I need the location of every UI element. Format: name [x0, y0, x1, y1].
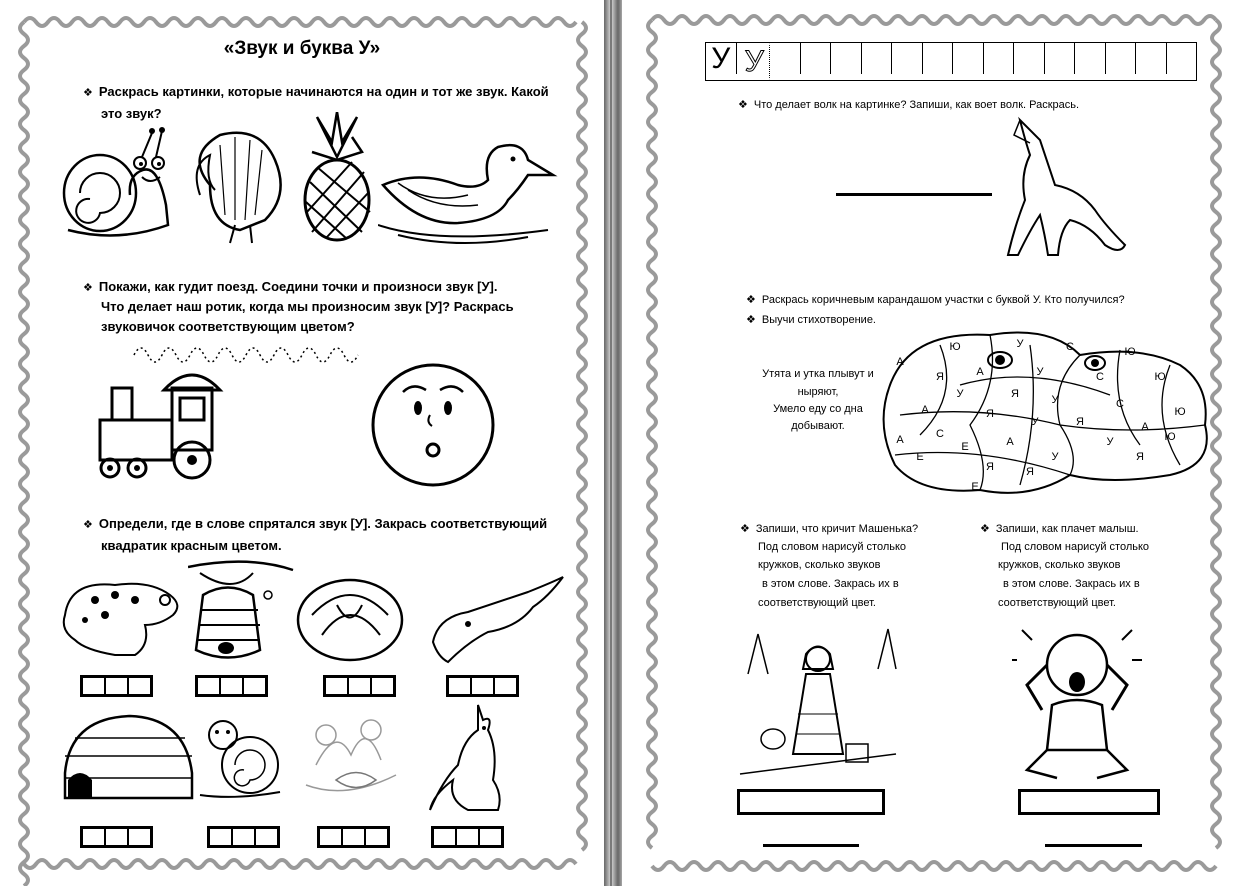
duck-puzzle-letter: С	[936, 428, 944, 440]
letter-cell[interactable]	[1167, 43, 1197, 74]
letter-cell[interactable]	[892, 43, 923, 74]
cabbage-picture	[292, 575, 412, 665]
baby-task-line-2: Под словом нарисуй столько	[1001, 541, 1150, 553]
snail-picture	[58, 125, 178, 245]
baby-task-line-4: в этом слове. Закрась их в	[1003, 578, 1140, 590]
duck-puzzle-letter: Е	[961, 441, 969, 453]
duck-picture	[378, 135, 558, 245]
duck-puzzle-letter: С	[1096, 371, 1104, 383]
letter-cell[interactable]	[984, 43, 1015, 74]
poem-line-2: ныряют,	[797, 386, 839, 398]
task1-text-2: это звук?	[101, 106, 162, 121]
duck-puzzle-letter: А	[976, 366, 984, 378]
beehive-picture	[188, 555, 298, 665]
sound-boxes-4[interactable]	[446, 675, 519, 697]
duck-puzzle-letter: А	[896, 356, 904, 368]
frog-picture	[55, 570, 185, 665]
wolf-task-text: ❖ Что делает волк на картинке? Запиши, как воет волк. Раскрась.	[738, 99, 1080, 111]
masha-answer-box[interactable]	[737, 789, 885, 815]
duck-puzzle-letter: Ю	[949, 341, 961, 353]
duck-puzzle-letter: У	[1051, 394, 1059, 406]
baby-task-line-1: ❖ Запиши, как плачет малыш.	[980, 523, 1139, 535]
masha-task-line-2: Под словом нарисуй столько	[758, 541, 907, 553]
poem-line-4: добывают.	[791, 420, 845, 432]
duck-puzzle-letter: Я	[936, 371, 944, 383]
letter-cell[interactable]	[953, 43, 984, 74]
igloo-picture	[60, 708, 200, 803]
task2-text: ❖ Покажи, как гудит поезд. Соедини точки и произноси звук [У].	[83, 279, 498, 294]
diamond-bullet-icon: ❖	[740, 523, 750, 535]
poem-line-3: Умело еду со дна	[773, 403, 863, 415]
diamond-bullet-icon: ❖	[746, 294, 756, 306]
pineapple-picture	[292, 112, 382, 242]
duck-puzzle-letter: У	[956, 388, 964, 400]
letter-cell-1: У	[706, 43, 737, 74]
baby-task-line-5: соответствующий цвет.	[998, 597, 1116, 609]
duck-puzzle-letter: У	[1036, 366, 1044, 378]
duck-puzzle-letter: С	[1116, 398, 1124, 410]
left-worksheet-page	[0, 0, 604, 886]
duck-puzzle-letter: Ю	[1174, 406, 1186, 418]
masha-task-line-4: в этом слове. Закрась их в	[762, 578, 899, 590]
poem-line-1: Утята и утка плывут и	[762, 368, 874, 380]
duck-puzzle-letter: У	[1051, 451, 1059, 463]
duck-puzzle-letter: Е	[916, 451, 924, 463]
duck-puzzle-letter: А	[896, 434, 904, 446]
color-task-text: ❖ Раскрась коричневым карандашом участки с буквой У. Кто получился?	[746, 294, 1125, 306]
diamond-bullet-icon: ❖	[83, 519, 93, 531]
train-picture	[92, 360, 242, 485]
letter-cell[interactable]	[923, 43, 954, 74]
letter-cell[interactable]	[801, 43, 832, 74]
letter-cell[interactable]	[862, 43, 893, 74]
duck-puzzle-letter: С	[1066, 341, 1074, 353]
task1-text: ❖ Раскрась картинки, которые начинаются на один и тот же звук. Какой	[83, 84, 549, 99]
poem-task-text: ❖ Выучи стихотворение.	[746, 314, 876, 326]
masha-task-line-3: кружков, сколько звуков	[758, 559, 881, 571]
howling-wolf-picture	[1000, 115, 1130, 265]
sound-boxes-1[interactable]	[80, 675, 153, 697]
crying-baby-picture	[1012, 620, 1142, 785]
sound-boxes-6[interactable]	[207, 826, 280, 848]
duck-puzzle-letter: Я	[1076, 416, 1084, 428]
letter-cell[interactable]	[1075, 43, 1106, 74]
duck-puzzle-letter: Я	[1136, 451, 1144, 463]
diamond-bullet-icon: ❖	[980, 523, 990, 535]
turkey-picture	[180, 125, 290, 245]
duck-puzzle-letter: У	[1031, 416, 1039, 428]
masha-circles-line[interactable]	[763, 844, 859, 847]
duck-puzzle-letter: Я	[986, 408, 994, 420]
diamond-bullet-icon: ❖	[83, 87, 93, 99]
diamond-bullet-icon: ❖	[746, 314, 756, 326]
duck-puzzle-letter: Ю	[1124, 346, 1136, 358]
letter-cell[interactable]	[1045, 43, 1076, 74]
task3-text-2: квадратик красным цветом.	[101, 538, 282, 553]
letter-coloring-duck-puzzle[interactable]	[880, 325, 1220, 505]
duck-puzzle-letter: Е	[971, 481, 979, 493]
task3-text: ❖ Определи, где в слове спрятался звук [У]. Закрась соответствующий	[83, 516, 548, 531]
duck-puzzle-letter: У	[1106, 436, 1114, 448]
duck-puzzle-letter: А	[1006, 436, 1014, 448]
sound-boxes-5[interactable]	[80, 826, 153, 848]
baby-circles-line[interactable]	[1045, 844, 1142, 847]
sound-face-picture	[368, 360, 498, 490]
diamond-bullet-icon: ❖	[83, 282, 93, 294]
letter-cell[interactable]	[770, 43, 801, 74]
task2-text-3: звуковичок соответствующим цветом?	[101, 319, 355, 334]
flowers-picture	[296, 705, 406, 805]
duck-puzzle-letter: А	[921, 404, 929, 416]
duck-puzzle-letter: Ю	[1154, 371, 1166, 383]
baby-task-line-3: кружков, сколько звуков	[998, 559, 1121, 571]
masha-task-line-5: соответствующий цвет.	[758, 597, 876, 609]
kangaroo-picture	[428, 700, 518, 818]
sound-boxes-8[interactable]	[431, 826, 504, 848]
duck-puzzle-letter: Я	[1011, 388, 1019, 400]
duck-puzzle-letter: У	[1016, 338, 1024, 350]
worksheet-title: «Звук и буква У»	[223, 38, 381, 59]
platypus-picture	[428, 572, 568, 667]
letter-writing-row	[705, 42, 1197, 81]
task2-text-2: Что делает наш ротик, когда мы произносим звук [У]? Раскрась	[101, 299, 514, 314]
letter-cell[interactable]	[1136, 43, 1167, 74]
sound-boxes-3[interactable]	[323, 675, 396, 697]
masha-task-line-1: ❖ Запиши, что кричит Машенька?	[740, 523, 919, 535]
letter-cell[interactable]	[1106, 43, 1137, 74]
duck-puzzle-letter: Я	[986, 461, 994, 473]
snail-cartoon-picture	[195, 700, 285, 800]
duck-puzzle-letter: Ю	[1164, 431, 1176, 443]
baby-answer-box[interactable]	[1018, 789, 1160, 815]
mashenka-forest-picture	[738, 614, 898, 779]
letter-cell[interactable]	[831, 43, 862, 74]
letter-cell[interactable]	[1014, 43, 1045, 74]
sound-boxes-2[interactable]	[195, 675, 268, 697]
duck-puzzle-letter: Я	[1026, 466, 1034, 478]
sound-boxes-7[interactable]	[317, 826, 390, 848]
letter-cell-2: У	[737, 43, 771, 80]
duck-puzzle-letter: А	[1141, 421, 1149, 433]
wolf-answer-line[interactable]	[836, 193, 992, 196]
diamond-bullet-icon: ❖	[738, 99, 748, 111]
